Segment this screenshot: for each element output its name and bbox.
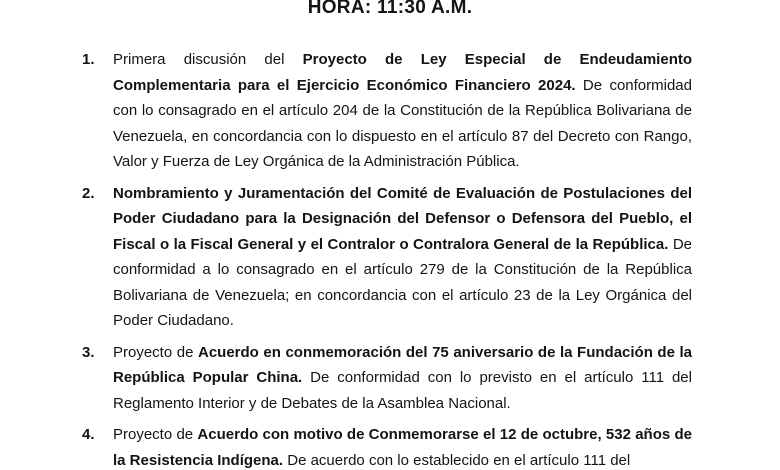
agenda-item-2 bbox=[0, 181, 780, 334]
agenda-list bbox=[0, 47, 780, 470]
agenda-item-3 bbox=[0, 340, 780, 417]
agenda-item-number: 4. bbox=[82, 426, 95, 443]
agenda-item-4 bbox=[0, 422, 780, 470]
session-time-heading: HORA: 11:30 A.M. bbox=[307, 0, 473, 18]
agenda-item-1 bbox=[0, 47, 780, 175]
agenda-item-title: Acuerdo con motivo de Conmemorarse el 12 de octubre, 532 años de la Resistencia Indígena. bbox=[113, 426, 692, 469]
agenda-item-number: 3. bbox=[82, 343, 95, 361]
agenda-item-title: Acuerdo en conmemoración del 75 aniversario de la Fundación de la República Popular China. bbox=[113, 343, 692, 386]
agenda-item-text: De conformidad con lo previsto en el artículo 111 del Reglamento Interior y de Debates de la Asamblea Nacional. bbox=[113, 369, 692, 412]
agenda-item-text: De conformidad con lo consagrado en el artículo 204 de la Constitución de la República Bolivariana de Venezuela, en concordancia con lo dispuesto en el artículo 87 del Decreto con Rango, Valor y Fuerza de Ley Orgánica de la Administración Pública. bbox=[113, 76, 692, 170]
agenda-item-lead: Primera discusión del bbox=[113, 51, 303, 68]
agenda-item-text: De acuerdo con lo establecido en el artículo 111 del bbox=[283, 451, 631, 469]
agenda-item-number: 1. bbox=[82, 51, 95, 68]
agenda-item-lead: Proyecto de bbox=[113, 343, 198, 361]
agenda-item-title: Nombramiento y Juramentación del Comité de Evaluación de Postulaciones del Poder Ciudadano para la Designación del Defensor o Defensora del Pueblo, el Fiscal o la Fiscal General y el Contralor o Contralora General de la República. bbox=[113, 184, 692, 253]
agenda-item-number: 2. bbox=[82, 184, 95, 202]
agenda-item-lead: Proyecto de bbox=[113, 426, 198, 443]
agenda-item-text: De conformidad a lo consagrado en el artículo 279 de la Constitución de la República Bolivariana de Venezuela; en concordancia con el artículo 23 de la Ley Orgánica del Poder Ciudadano. bbox=[113, 235, 693, 329]
agenda-item-title: Proyecto de Ley Especial de Endeudamiento Complementaria para el Ejercicio Económico Financiero 2024. bbox=[113, 51, 693, 94]
